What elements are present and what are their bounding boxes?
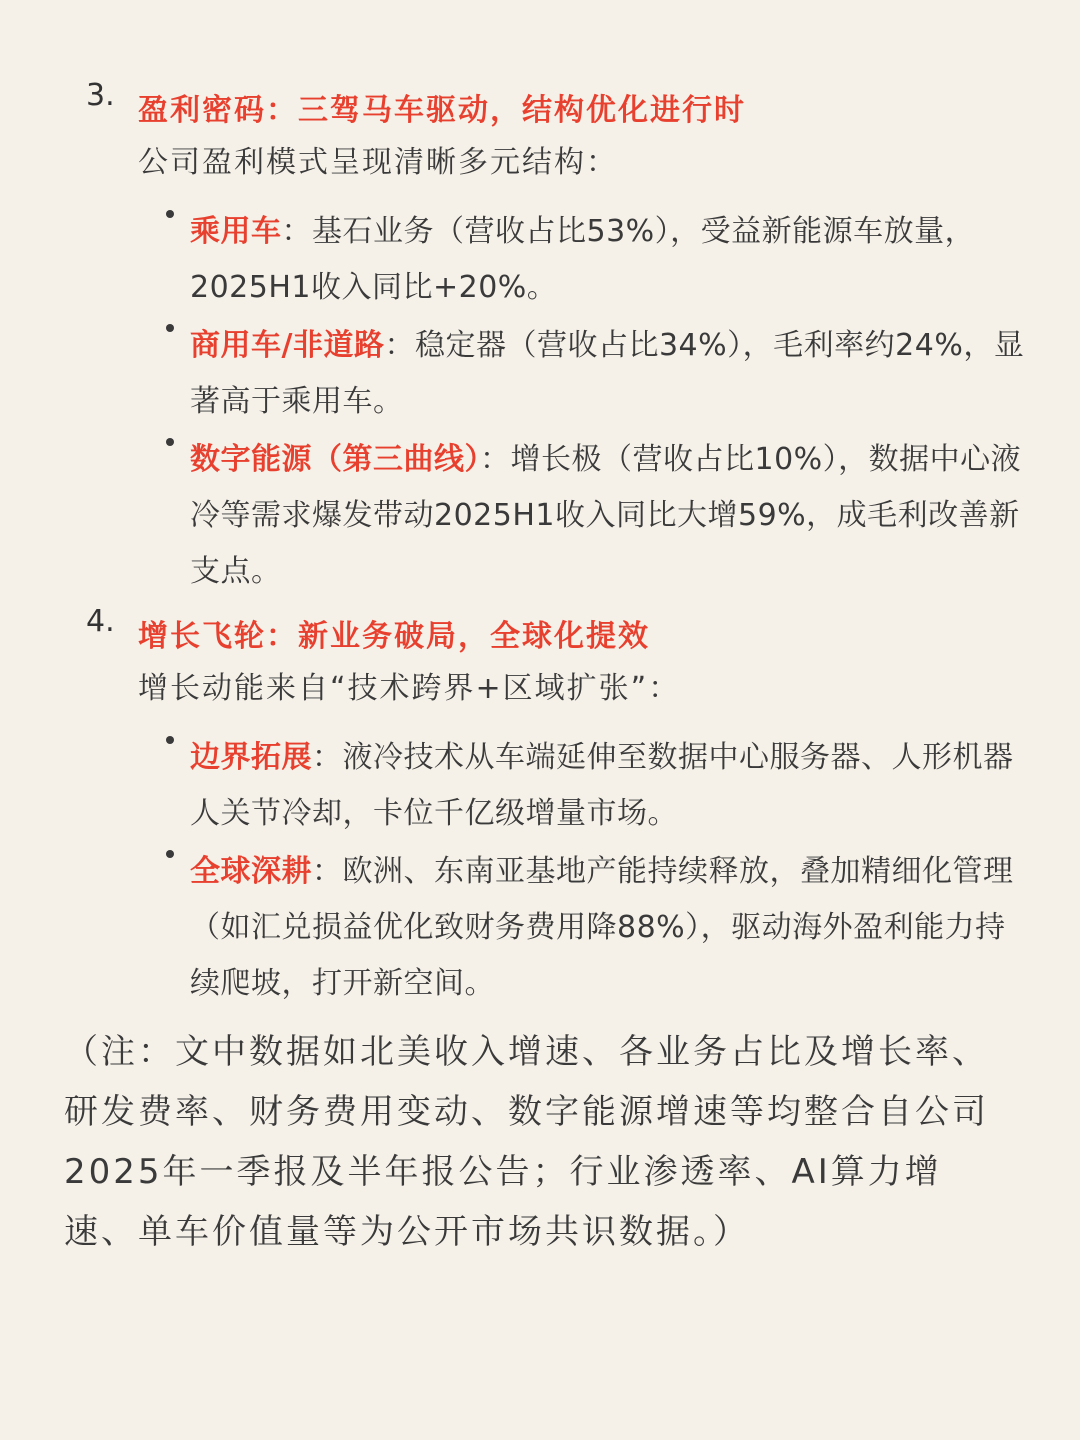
bullet-text: ：液冷技术从车端延伸至数据中心服务器、人形机器人关节冷却，卡位千亿级增量市场。: [190, 740, 1014, 831]
bullet-label: 边界拓展: [190, 740, 312, 775]
bullet-dot-icon: [166, 324, 174, 332]
bullet-label: 商用车/非道路: [190, 328, 385, 363]
section-intro: 增长动能来自“技术跨界+区域扩张”：: [138, 671, 681, 706]
bullet-text: ：基石业务（营收占比53%），受益新能源车放量，2025H1收入同比+20%。: [190, 214, 976, 305]
section-number: 4.: [86, 604, 115, 639]
bullet-text: ：欧洲、东南亚基地产能持续释放，叠加精细化管理（如汇兑损益优化致财务费用降88%），驱动海外盈利能力持续爬坡，打开新空间。: [190, 854, 1014, 1001]
section-number: 3.: [86, 78, 115, 113]
bullet-dot-icon: [166, 736, 174, 744]
bullet-label: 数字能源（第三曲线）: [190, 442, 480, 477]
section-title: 盈利密码：三驾马车驱动，结构优化进行时: [138, 93, 746, 128]
bullet-label: 全球深耕: [190, 854, 312, 889]
bullet-label: 乘用车: [190, 214, 282, 249]
bullet-text: ：稳定器（营收占比34%），毛利率约24%，显著高于乘用车。: [190, 328, 1025, 419]
bullet-text: ：增长极（营收占比10%），数据中心液冷等需求爆发带动2025H1收入同比大增59%，成毛利改善新支点。: [190, 442, 1022, 589]
bullet-dot-icon: [166, 438, 174, 446]
footnote: （注：文中数据如北美收入增速、各业务占比及增长率、研发费率、财务费用变动、数字能源增速等均整合自公司2025年一季报及半年报公告；行业渗透率、AI算力增速、单车价值量等为公开市场共识数据。）: [64, 1032, 989, 1252]
section-title: 增长飞轮：新业务破局，全球化提效: [138, 619, 650, 654]
section-intro: 公司盈利模式呈现清晰多元结构：: [138, 145, 618, 180]
bullet-dot-icon: [166, 850, 174, 858]
bullet-dot-icon: [166, 210, 174, 218]
